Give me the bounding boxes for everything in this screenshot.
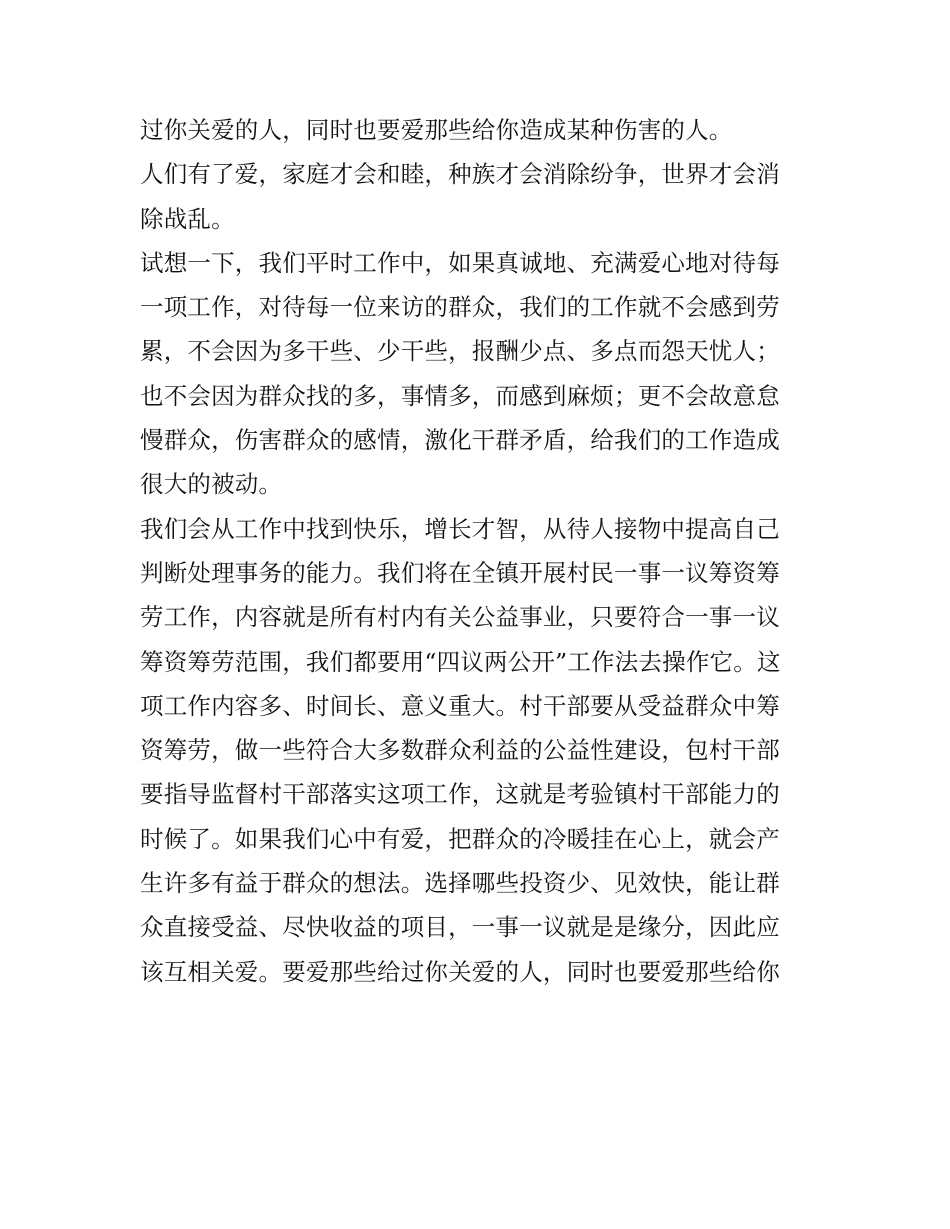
text-line: 该互相关爱。要爱那些给过你关爱的人，同时也要爱那些给你 <box>140 957 780 986</box>
text-line: 过你关爱的人，同时也要爱那些给你造成某种伤害的人。 <box>140 116 733 144</box>
text-line: 资筹劳，做一些符合大多数群众利益的公益性建设，包村干部 <box>140 736 780 765</box>
text-line: 人们有了爱，家庭才会和睦，种族才会消除纷争，世界才会消 <box>140 160 780 189</box>
text-line: 慢群众，伤害群众的感情，激化干群矛盾，给我们的工作造成 <box>140 426 780 455</box>
text-line: 筹资筹劳范围，我们都要用“四议两公开”工作法去操作它。这 <box>140 647 781 676</box>
body-text <box>140 108 820 994</box>
text-line: 试想一下，我们平时工作中，如果真诚地、充满爱心地对待每 <box>140 248 780 277</box>
text-line: 要指导监督村干部落实这项工作，这就是考验镇村干部能力的 <box>140 780 780 809</box>
text-line: 也不会因为群众找的多，事情多，而感到麻烦；更不会故意怠 <box>140 381 780 410</box>
text-line: 判断处理事务的能力。我们将在全镇开展村民一事一议筹资筹 <box>140 558 780 587</box>
text-line: 我们会从工作中找到快乐，增长才智，从待人接物中提高自己 <box>140 514 780 543</box>
text-line: 项工作内容多、时间长、意义重大。村干部要从受益群众中筹 <box>140 691 780 720</box>
text-line: 一项工作，对待每一位来访的群众，我们的工作就不会感到劳 <box>140 293 780 322</box>
text-line: 劳工作，内容就是所有村内有关公益事业，只要符合一事一议 <box>140 603 780 632</box>
text-line: 很大的被动。 <box>140 470 283 499</box>
text-line: 生许多有益于群众的想法。选择哪些投资少、见效快，能让群 <box>140 869 780 898</box>
text-line: 时候了。如果我们心中有爱，把群众的冷暖挂在心上，就会产 <box>140 824 780 853</box>
text-line: 累，不会因为多干些、少干些，报酬少点、多点而怨天忧人； <box>140 337 780 366</box>
text-line: 除战乱。 <box>140 204 235 233</box>
text-line: 众直接受益、尽快收益的项目，一事一议就是是缘分，因此应 <box>140 913 780 942</box>
